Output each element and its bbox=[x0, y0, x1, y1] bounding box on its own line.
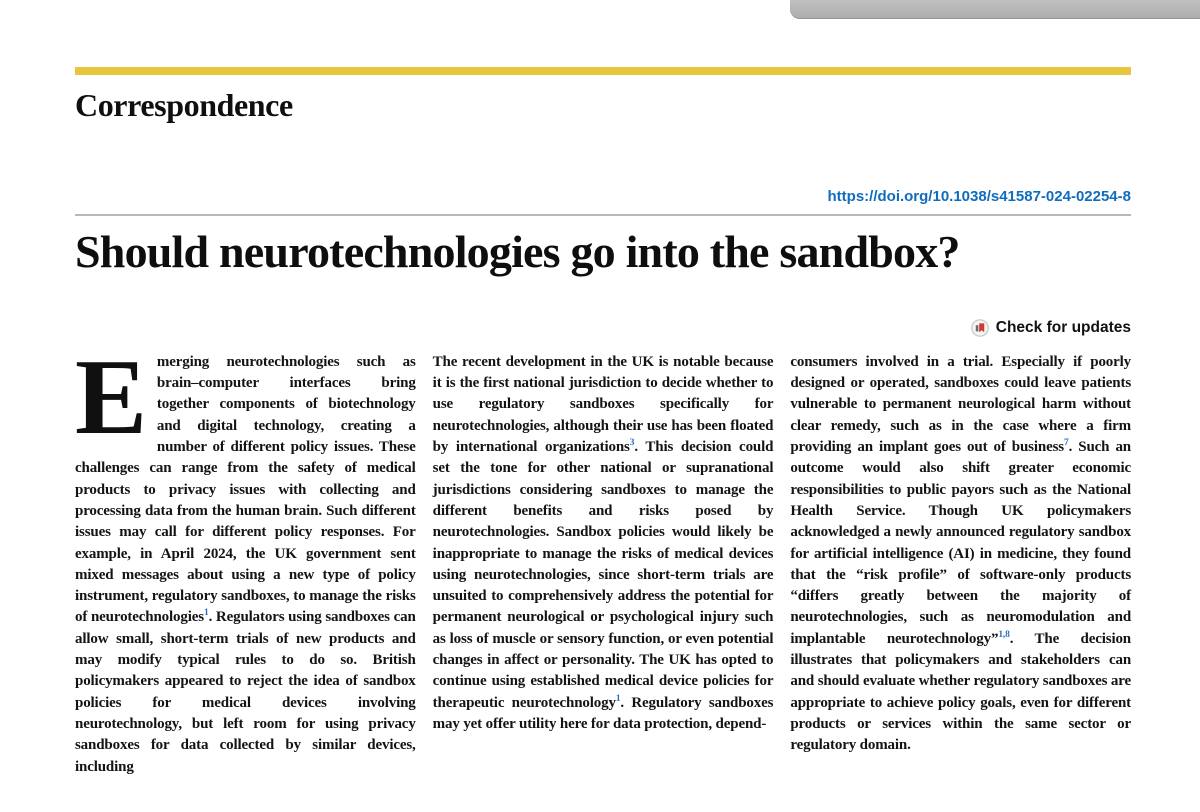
doi-link[interactable]: https://doi.org/10.1038/s41587-024-02254-8 bbox=[827, 188, 1131, 205]
reference-link[interactable]: 1 bbox=[203, 608, 209, 619]
header-divider bbox=[75, 214, 1131, 216]
article-title: Should neurotechnologies go into the sandbox? bbox=[75, 226, 960, 277]
drop-cap: E bbox=[75, 337, 147, 457]
paragraph-text: consumers involved in a trial. Especially if poorly designed or operated, sandboxes could leave patients vulnerable to permanent neurological harm without clear remedy, such as in the case where a firm providing an implant goes out of business$^7$. Such an outcome would also shift greater economic responsibilities to public payors such as the National Health Service. Though UK policymakers acknowledged a newly announced regulatory sandbox for artificial intelligence (AI) in medicine, they found that the “risk profile” of software-only products “differs greatly between the majority of neurotechnologies, such as neuromodulation and implantable neurotechnology”$^{1,8}$. The decision illustrates that policymakers and stakeholders can and should evaluate whether regulatory sandboxes are appropriate to achieve policy goals, even for different products or services within the same sector or regulatory domain. bbox=[790, 353, 1132, 754]
crossmark-icon bbox=[971, 319, 989, 337]
article-page bbox=[75, 0, 1131, 778]
check-for-updates-label: Check for updates bbox=[995, 318, 1131, 336]
section-accent-bar bbox=[75, 67, 1131, 75]
article-column-2 bbox=[433, 352, 774, 778]
check-for-updates-button[interactable] bbox=[75, 319, 1131, 337]
paragraph-text: The recent development in the UK is notable because it is the first national jurisdiction to decide whether to use regulatory sandboxes specifically for neurotechnologies, although their use has been floated by international organizations$^3$. This decision could set the tone for other national or supranational jurisdictions considering sandboxes to manage the different benefits and risks posed by neurotechnologies. Sandbox policies would likely be inappropriate to manage the risks of medical devices using neurotechnologies, since short-term trials are unsuited to comprehensively address the potential for permanent neurological or psychological injury such as loss of muscle or sensory function, or even potential changes in affect or personality. The UK has opted to continue using established medical device policies for therapeutic neurotechnology$^1$. Regulatory sandboxes may yet offer utility here for data protection, depend- bbox=[432, 353, 774, 732]
paragraph-text: merging neurotechnologies such as brain–computer interfaces bring together components of biotechnology and digital technology, creating a number of different policy issues. These challenges can range from the safety of medical products to privacy issues with collecting and processing data from the human brain. Such different issues may call for different policy responses. For example, in April 2024, the UK government sent mixed messages about using a new type of policy instrument, regulatory sandboxes, to manage the risks of neurotechnologies$^1$. Regulators using sandboxes can allow small, short-term trials of new products and may modify typical rules to do so. British policymakers appeared to reject the idea of sandbox policies for medical devices involving neurotechnology, but left room for using privacy sandboxes for data collected by similar devices, including bbox=[75, 353, 416, 775]
article-paragraph bbox=[75, 337, 416, 778]
reference-link[interactable]: 3 bbox=[629, 438, 635, 449]
reference-link[interactable]: 1,8 bbox=[998, 629, 1010, 640]
article-column-1 bbox=[75, 337, 416, 778]
article-column-3 bbox=[790, 352, 1131, 778]
reference-link[interactable]: 7 bbox=[1063, 438, 1069, 449]
doi-row bbox=[75, 188, 1131, 206]
article-body-columns bbox=[75, 337, 1132, 778]
reference-link[interactable]: 1 bbox=[615, 693, 621, 704]
section-label: Correspondence bbox=[75, 87, 293, 123]
